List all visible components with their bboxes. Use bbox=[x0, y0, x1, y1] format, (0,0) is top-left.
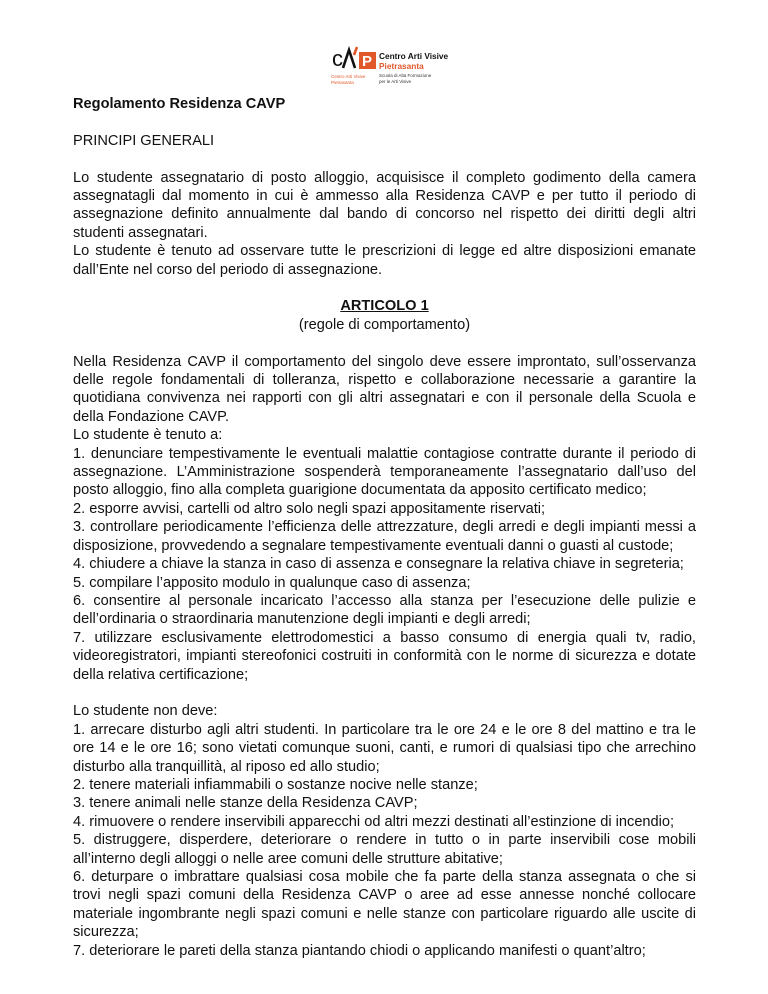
logo-title bbox=[379, 52, 448, 71]
article-intro: Nella Residenza CAVP il comportamento del singolo deve essere improntato, sull’osservanza delle regole fondamentali di tolleranza, rispetto e collaborazione necessarie a garantire la quotidiana convivenza nei rapporti con gli altri assegnatari e con il personale della Scuola e della Fondazione CAVP. bbox=[73, 353, 696, 425]
list-item: 3. tenere animali nelle stanze della Residenza CAVP; bbox=[73, 795, 418, 812]
svg-text:P: P bbox=[362, 53, 373, 70]
article-subtitle: (regole di comportamento) bbox=[298, 316, 471, 333]
cavp-logo-mark bbox=[329, 44, 377, 74]
document-title: Regolamento Residenza CAVP bbox=[73, 96, 286, 112]
logo-tagline: Scuola di Alta Formazione per le Arti Visive bbox=[379, 73, 432, 84]
list-item: 7. utilizzare esclusivamente elettrodomestici a basso consumo di energia quali tv, radio, videoregistratori, impianti stereofonici costruiti in conformità con le norme di sicurezza e dotate della relativa certificazione; bbox=[73, 629, 696, 683]
article-title: ARTICOLO 1 bbox=[340, 298, 429, 315]
list-item: 5. compilare l’apposito modulo in qualunque caso di assenza; bbox=[73, 574, 471, 591]
svg-text:c: c bbox=[332, 46, 343, 71]
intro-paragraph: Lo studente assegnatario di posto alloggio, acquisisce il completo godimento della camera assegnatagli dal momento in cui è ammesso alla Residenza CAVP e per tutto il periodo di assegnazione definito annualmente dal bando di concorso nel rispetto dei diritti degli altri studenti assegnatari. bbox=[73, 169, 696, 241]
list-item: 4. chiudere a chiave la stanza in caso di assenza e consegnare la relativa chiave in segreteria; bbox=[73, 556, 684, 573]
list-item: 2. tenere materiali infiammabili o sostanze nocive nelle stanze; bbox=[73, 776, 478, 793]
section-heading: PRINCIPI GENERALI bbox=[73, 132, 215, 149]
list-item: 3. controllare periodicamente l’efficienza delle attrezzature, degli arredi e degli impianti messi a disposizione, provvedendo a segnalare tempestivamente eventuali danni o guasti al custode; bbox=[73, 519, 696, 554]
list-item: 6. deturpare o imbrattare qualsiasi cosa mobile che fa parte della stanza assegnata o che si trovi negli spazi comuni della Residenza CAVP o aree ad esse annesse nonché collocare materiale ingombrante negli spazi comuni e nelle stanze con particolare riguardo alle uscite di sicurezza; bbox=[73, 868, 696, 941]
list-item: 2. esporre avvisi, cartelli od altro solo negli spazi appositamente riservati; bbox=[73, 500, 546, 517]
list-item: 4. rimuovere o rendere inservibili apparecchi od altri mezzi destinati all’estinzione di incendio; bbox=[73, 813, 675, 830]
list-item: 1. arrecare disturbo agli altri studenti. In particolare tra le ore 24 e le ore 8 del mattino e tra le ore 14 e le ore 16; sono vietati comunque suoni, canti, e rumori di qualsiasi tipo che arrechino disturbo alla tranquillità, al riposo ed allo studio; bbox=[73, 721, 696, 775]
must-not-heading: Lo studente non deve: bbox=[73, 703, 218, 720]
logo-title-main: Centro Arti Visive bbox=[379, 51, 449, 61]
list-item: 7. deteriorare le pareti della stanza piantando chiodi o applicando manifesti o quant’altro; bbox=[73, 942, 646, 959]
list-item: 5. distruggere, disperdere, deteriorare o rendere in tutto o in parte inservibili cose mobili all’interno degli alloggi o nelle aree comuni delle strutture abitative; bbox=[73, 832, 696, 867]
list-item: 1. denunciare tempestivamente le eventuali malattie contagiose contratte durante il periodo di assegnazione. L’Amministrazione sospenderà temporaneamente l’assegnatario dall’uso del posto alloggio, fino alla completa guarigione documentata da apposito certificato medico; bbox=[73, 445, 696, 499]
document-body bbox=[73, 95, 696, 960]
list-item: 6. consentire al personale incaricato l’accesso alla stanza per l’esecuzione delle pulizie e dell’ordinaria o straordinaria manutenzione degli impianti e degli arredi; bbox=[73, 592, 696, 628]
logo-small-caption: Centro Arti Visive Pietrasanta bbox=[331, 74, 366, 85]
must-heading: Lo studente è tenuto a: bbox=[73, 427, 223, 444]
logo-title-sub: Pietrasanta bbox=[379, 60, 424, 71]
cavp-logo bbox=[329, 44, 459, 88]
intro-paragraph: Lo studente è tenuto ad osservare tutte le prescrizioni di legge ed altre disposizioni emanate dall’Ente nel corso del periodo di assegnazione. bbox=[73, 243, 696, 278]
